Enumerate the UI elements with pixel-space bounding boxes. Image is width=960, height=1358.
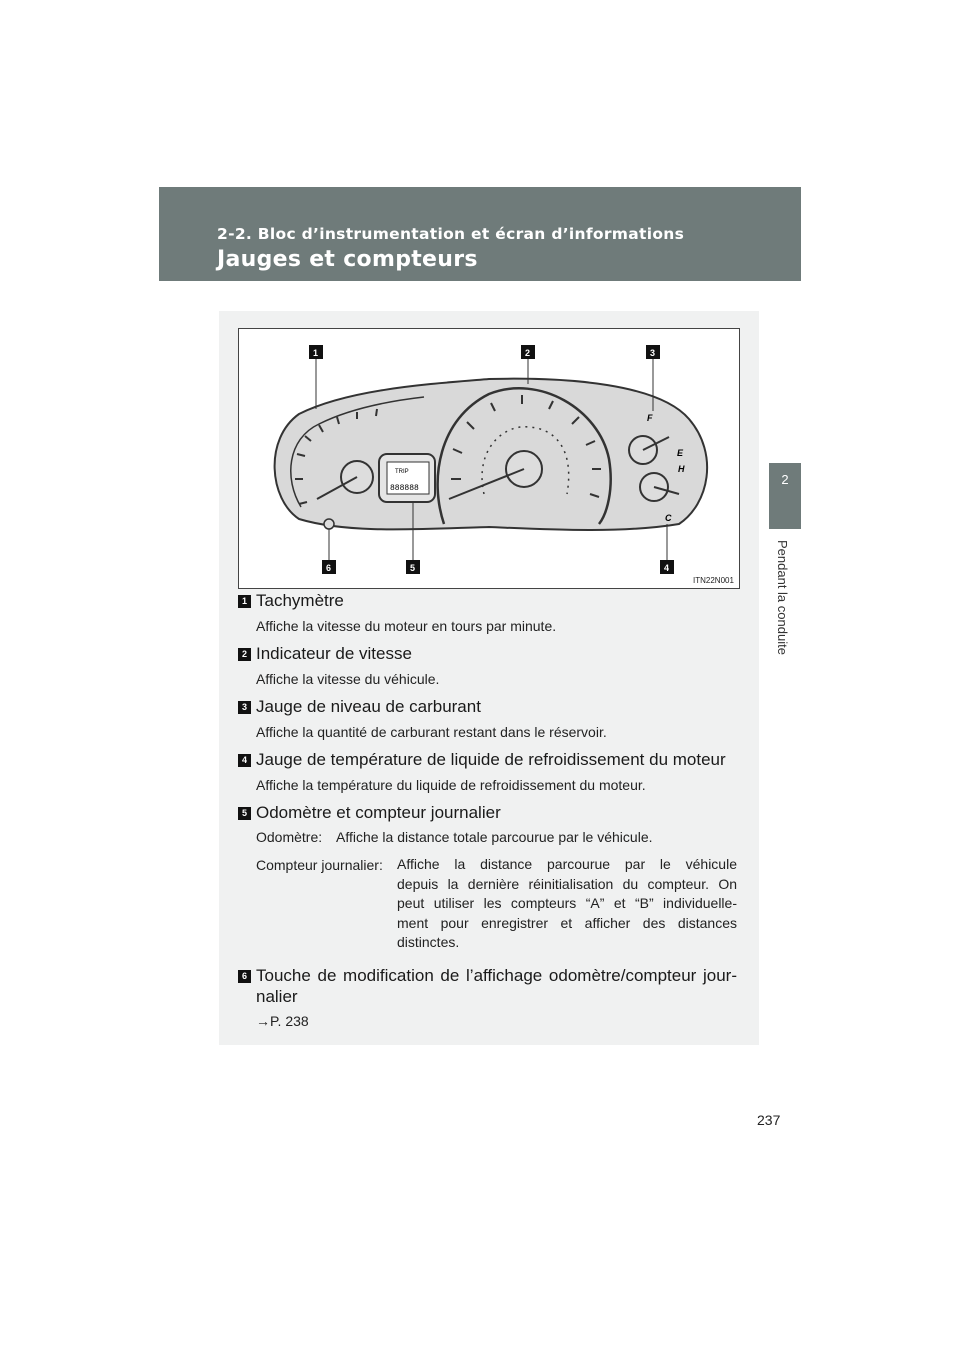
item-number: 4 — [238, 754, 251, 767]
trip-meter-description — [397, 855, 737, 953]
chapter-header — [159, 187, 801, 281]
item-number: 5 — [238, 807, 251, 820]
description-line: peut utiliser les compteurs “A” et “B” individuelle- — [397, 895, 737, 911]
description-line: Affiche la distance parcourue par le véhicule — [397, 856, 737, 872]
callout-1: 1 — [313, 348, 319, 358]
fuel-empty-mark: E — [677, 448, 684, 458]
page-title: Jauges et compteurs — [217, 247, 478, 272]
odometer-description: Affiche la distance totale parcourue par le véhicule. — [336, 829, 653, 845]
item-description: Affiche la quantité de carburant restant dans le réservoir. — [256, 724, 607, 740]
item-description: Affiche la vitesse du véhicule. — [256, 671, 440, 687]
odometer-label: Odomètre: — [256, 829, 323, 845]
description-line: distinctes. — [397, 934, 460, 950]
instrument-cluster-illustration — [239, 329, 739, 588]
temp-cold-mark: C — [665, 513, 672, 523]
callout-6: 6 — [326, 563, 332, 573]
figure-code: ITN22N001 — [693, 576, 734, 585]
odometer-display — [379, 454, 435, 502]
callout-4: 4 — [664, 563, 670, 573]
page-reference-link[interactable]: →P. 238 — [256, 1013, 309, 1029]
item-description: Affiche la température du liquide de refroidissement du moteur. — [256, 777, 646, 793]
item-number: 3 — [238, 701, 251, 714]
callout-2: 2 — [525, 348, 531, 358]
chapter-tab-label: Pendant la conduite — [775, 540, 790, 655]
temp-hot-mark: H — [678, 464, 685, 474]
item-title: Jauge de niveau de carburant — [256, 697, 481, 716]
fuel-full-mark: F — [647, 413, 653, 423]
item-title: Jauge de température de liquide de refroidissement du moteur — [256, 750, 726, 769]
trip-meter-label: Compteur journalier: — [256, 857, 383, 873]
instrument-cluster-figure — [238, 328, 740, 589]
trip-indicator: TRIP — [395, 469, 409, 475]
callout-3: 3 — [650, 348, 656, 358]
item-title-line: Touche de modification de l’affichage odomètre/compteur jour- — [256, 966, 737, 985]
item-number: 1 — [238, 595, 251, 608]
item-number: 2 — [238, 648, 251, 661]
description-line: ment pour enregistrer et afficher des distances — [397, 914, 737, 931]
item-title: Tachymètre — [256, 591, 344, 610]
section-title: 2-2. Bloc d’instrumentation et écran d’informations — [217, 225, 685, 243]
item-title: Indicateur de vitesse — [256, 644, 412, 663]
item-title-line: nalier — [256, 987, 298, 1006]
item-description: Affiche la vitesse du moteur en tours par minute. — [256, 618, 557, 634]
item-number: 6 — [238, 970, 251, 983]
item-title: Odomètre et compteur journalier — [256, 803, 501, 822]
page-number: 237 — [757, 1112, 781, 1128]
chapter-tab: 2 — [769, 463, 801, 529]
odometer-digits: 888888 — [390, 484, 419, 493]
callout-5: 5 — [410, 563, 416, 573]
description-line: depuis la dernière réinitialisation du compteur. On — [397, 875, 737, 892]
